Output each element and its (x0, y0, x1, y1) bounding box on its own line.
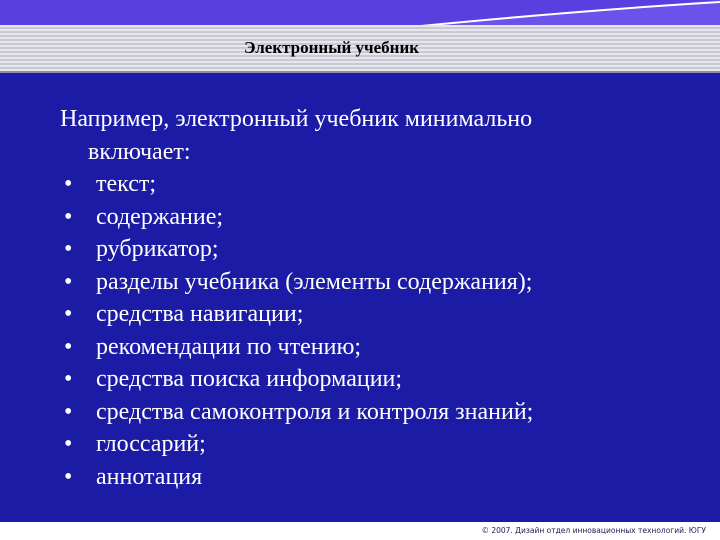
copyright-text: © 2007. Дизайн отдел инновационных технологий. ЮГУ (481, 526, 706, 535)
list-item: • рекомендации по чтению; (60, 331, 710, 364)
bullet-icon: • (64, 463, 73, 490)
bullet-list (60, 168, 710, 493)
bullet-icon: • (64, 171, 73, 197)
bullet-icon: • (64, 398, 73, 425)
bullet-icon: • (64, 431, 73, 457)
list-item: • средства поиска информации; (60, 363, 710, 396)
slide-body (60, 103, 710, 493)
list-item: • текст; (60, 168, 710, 201)
bullet-icon: • (64, 301, 73, 327)
list-item: • средства самоконтроля и контроля знаний; (60, 396, 710, 429)
intro-line-2: включает: (88, 138, 191, 165)
intro-line-1: Например, электронный учебник минимально (60, 106, 533, 132)
list-item: • разделы учебника (элементы содержания); (60, 266, 710, 299)
list-item: • средства навигации; (60, 298, 710, 331)
bullet-icon: • (64, 366, 73, 392)
bullet-icon: • (64, 333, 73, 360)
bullet-icon: • (64, 203, 73, 230)
bullet-icon: • (64, 236, 73, 262)
title-bar (0, 25, 720, 73)
bullet-icon: • (64, 268, 73, 295)
intro-text (60, 103, 710, 168)
list-item: • глоссарий; (60, 428, 710, 461)
slide-title: Электронный учебник (243, 38, 420, 57)
list-item: • рубрикатор; (60, 233, 710, 266)
list-item: • содержание; (60, 201, 710, 234)
footer-bar (0, 522, 720, 540)
list-item: • аннотация (60, 461, 710, 494)
